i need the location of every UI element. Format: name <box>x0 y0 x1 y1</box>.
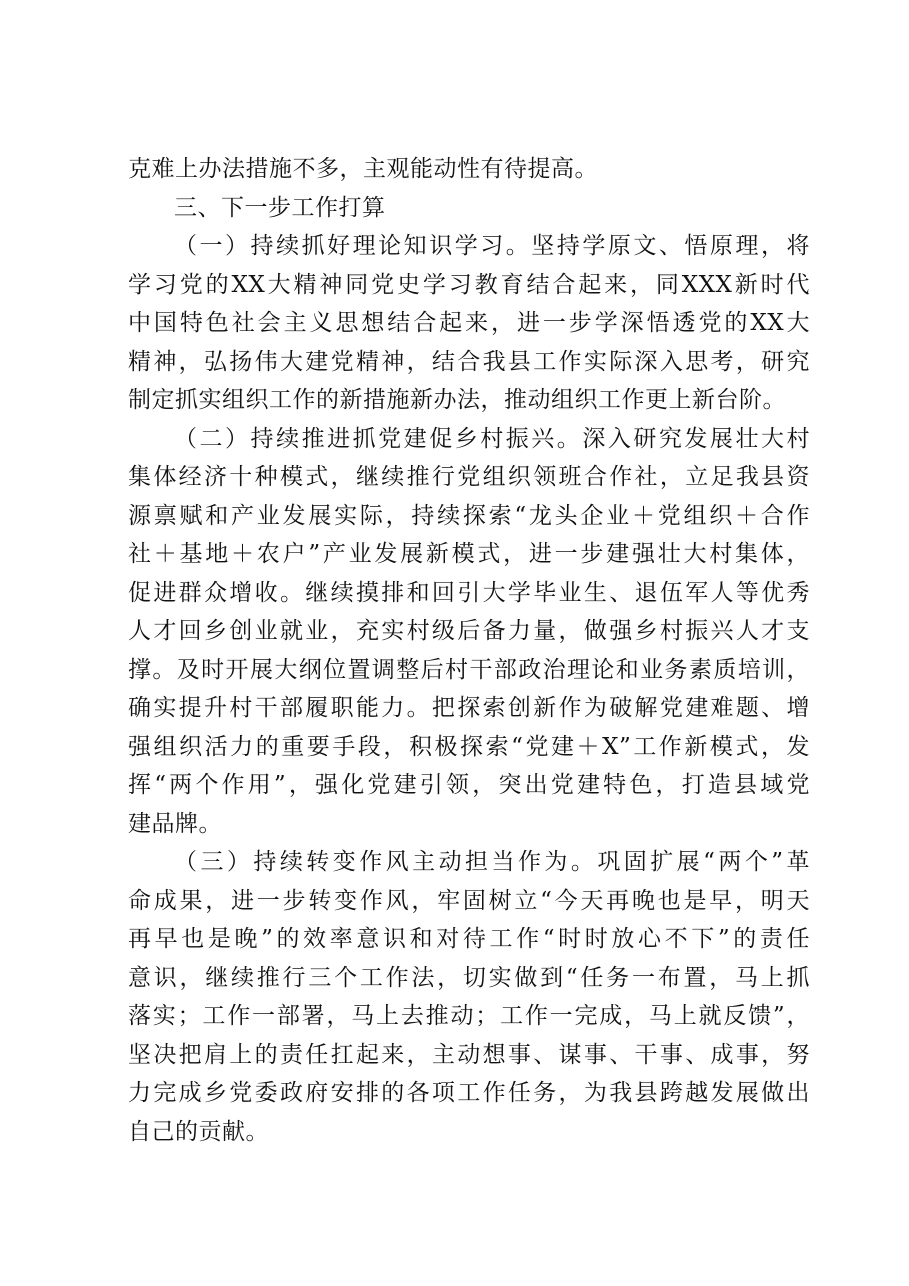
intro-line: 克难上办法措施不多，主观能动性有待提高。 <box>128 156 598 182</box>
paragraph-line: 力完成乡党委政府安排的各项工作任务，为我县跨越发展做出 <box>128 1080 810 1106</box>
paragraph-line: 自己的贡献。 <box>128 1118 269 1145</box>
paragraph-2 <box>128 420 810 844</box>
paragraph-line: 集体经济十种模式，继续推行党组织领班合作社，立足我县资 <box>128 464 810 490</box>
paragraph-line: 社＋基地＋农户”产业发展新模式，进一步建强壮大村集体， <box>128 541 810 567</box>
paragraph-line: 源禀赋和产业发展实际，持续探索“龙头企业＋党组织＋合作 <box>128 502 810 529</box>
paragraph-line: 促进群众增收。继续摸排和回引大学毕业生、退伍军人等优秀 <box>128 579 810 606</box>
paragraph-line: 撑。及时开展大纲位置调整后村干部政治理论和业务素质培训， <box>128 656 810 683</box>
paragraph-line: 命成果，进一步转变作风，牢固树立“今天再晚也是早，明天 <box>128 887 810 914</box>
paragraph-line: 确实提升村干部履职能力。把探索创新作为破解党建难题、增 <box>128 695 810 721</box>
paragraph-line: 建品牌。 <box>128 810 222 837</box>
paragraph-line: 人才回乡创业就业，充实村级后备力量，做强乡村振兴人才支 <box>128 618 810 644</box>
paragraph-line: （三）持续转变作风主动担当作为。巩固扩展“两个”革 <box>174 849 810 875</box>
paragraph-line: 坚决把肩上的责任扛起来，主动想事、谋事、干事、成事，努 <box>128 1041 810 1068</box>
paragraph-1 <box>128 227 810 420</box>
paragraph-line: 挥“两个作用”，强化党建引领，突出党建特色，打造县域党 <box>128 772 810 798</box>
paragraph-line: 再早也是晚”的效率意识和对待工作“时时放心不下”的责任 <box>128 926 810 952</box>
paragraph-line: 强组织活力的重要手段，积极探索“党建＋X”工作新模式，发 <box>128 733 810 760</box>
paragraph-line: 学习党的XX大精神同党史学习教育结合起来，同XXX新时代 <box>128 271 810 298</box>
paragraph-line: 意识，继续推行三个工作法，切实做到“任务一布置，马上抓 <box>128 964 810 991</box>
paragraph-line: （二）持续推进抓党建促乡村振兴。深入研究发展壮大村 <box>174 425 810 452</box>
paragraph-line: 精神，弘扬伟大建党精神，结合我县工作实际深入思考，研究 <box>128 348 810 375</box>
paragraph-line: （一）持续抓好理论知识学习。坚持学原文、悟原理，将 <box>174 233 810 259</box>
paragraph-line: 中国特色社会主义思想结合起来，进一步学深悟透党的XX大 <box>128 310 810 336</box>
document-body <box>128 150 810 1151</box>
paragraph-line: 制定抓实组织工作的新措施新办法，推动组织工作更上新台阶。 <box>128 387 786 413</box>
section-heading: 三、下一步工作打算 <box>174 194 386 221</box>
paragraph-line: 落实；工作一部署，马上去推动；工作一完成，马上就反馈”， <box>128 1003 810 1029</box>
paragraph-3 <box>128 843 810 1151</box>
